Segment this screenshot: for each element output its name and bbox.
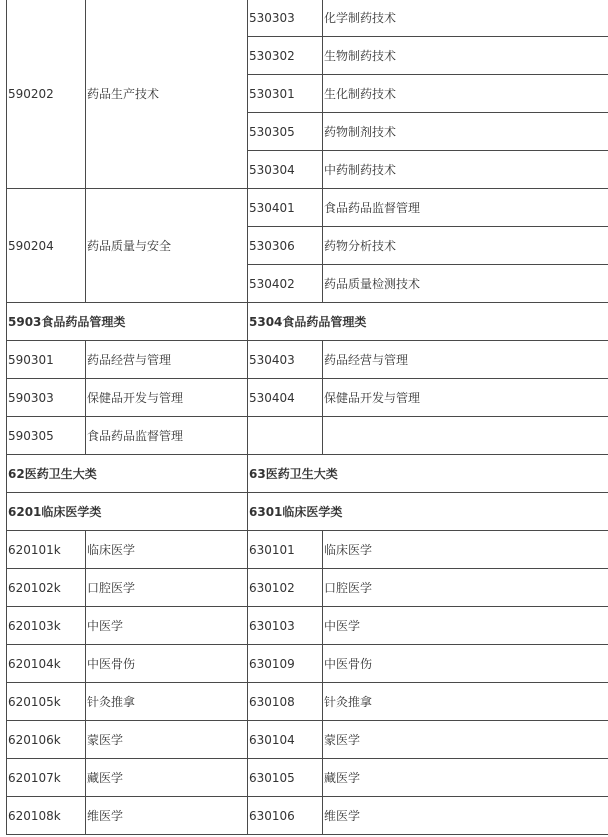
old-category-title: 62医药卫生大类 (7, 455, 248, 493)
section-header-row (7, 493, 608, 531)
new-major-code: 530303 (248, 0, 323, 37)
new-major-name (323, 417, 608, 455)
new-major-code: 530305 (248, 113, 323, 151)
old-section-title: 6201临床医学类 (7, 493, 248, 531)
new-major-code: 630105 (248, 759, 323, 797)
table-row (7, 569, 608, 607)
new-major-name: 药物分析技术 (323, 227, 608, 265)
old-major-name: 保健品开发与管理 (86, 379, 248, 417)
table-row (7, 531, 608, 569)
new-major-name: 临床医学 (323, 531, 608, 569)
section-header-row (7, 303, 608, 341)
old-major-code: 620102k (7, 569, 86, 607)
new-major-code: 630101 (248, 531, 323, 569)
new-major-name: 中医骨伤 (323, 645, 608, 683)
old-major-name: 维医学 (86, 797, 248, 835)
table-row (7, 379, 608, 417)
table-row (7, 607, 608, 645)
old-major-name: 口腔医学 (86, 569, 248, 607)
old-major-code: 620103k (7, 607, 86, 645)
new-major-code: 530304 (248, 151, 323, 189)
old-major-name: 药品质量与安全 (86, 189, 248, 303)
new-major-code: 530302 (248, 37, 323, 75)
new-section-title: 5304食品药品管理类 (248, 303, 608, 341)
new-major-name: 药品质量检测技术 (323, 265, 608, 303)
new-major-name: 藏医学 (323, 759, 608, 797)
table-row (7, 417, 608, 455)
table-row (7, 721, 608, 759)
category-header-row (7, 455, 608, 493)
old-major-name: 针灸推拿 (86, 683, 248, 721)
table-row (7, 759, 608, 797)
new-major-name: 生化制药技术 (323, 75, 608, 113)
old-major-code: 620101k (7, 531, 86, 569)
new-section-title: 6301临床医学类 (248, 493, 608, 531)
new-major-code: 530306 (248, 227, 323, 265)
old-major-code: 620108k (7, 797, 86, 835)
new-major-code: 530403 (248, 341, 323, 379)
table-row (7, 797, 608, 835)
old-major-name: 蒙医学 (86, 721, 248, 759)
old-major-name: 临床医学 (86, 531, 248, 569)
new-major-code: 530402 (248, 265, 323, 303)
new-major-code: 630106 (248, 797, 323, 835)
table-row (7, 0, 608, 37)
new-major-name: 生物制药技术 (323, 37, 608, 75)
table-row (7, 683, 608, 721)
old-major-name: 藏医学 (86, 759, 248, 797)
old-major-name: 药品经营与管理 (86, 341, 248, 379)
old-major-code: 620107k (7, 759, 86, 797)
old-major-code: 620105k (7, 683, 86, 721)
new-major-name: 药物制剂技术 (323, 113, 608, 151)
new-major-name: 维医学 (323, 797, 608, 835)
old-major-code: 590303 (7, 379, 86, 417)
new-major-name: 中药制药技术 (323, 151, 608, 189)
old-major-code: 590301 (7, 341, 86, 379)
old-section-title: 5903食品药品管理类 (7, 303, 248, 341)
new-major-code: 630104 (248, 721, 323, 759)
new-major-name: 针灸推拿 (323, 683, 608, 721)
new-major-code: 630102 (248, 569, 323, 607)
new-major-code: 530401 (248, 189, 323, 227)
new-major-name: 中医学 (323, 607, 608, 645)
table-row (7, 341, 608, 379)
table-row (7, 189, 608, 227)
new-major-name: 保健品开发与管理 (323, 379, 608, 417)
major-mapping-table (6, 0, 608, 835)
old-major-code: 620106k (7, 721, 86, 759)
old-major-name: 中医骨伤 (86, 645, 248, 683)
old-major-code: 590305 (7, 417, 86, 455)
old-major-code: 620104k (7, 645, 86, 683)
new-major-code: 630109 (248, 645, 323, 683)
new-major-code: 630108 (248, 683, 323, 721)
old-major-code: 590202 (7, 0, 86, 189)
new-category-title: 63医药卫生大类 (248, 455, 608, 493)
old-major-name: 食品药品监督管理 (86, 417, 248, 455)
old-major-code: 590204 (7, 189, 86, 303)
new-major-code (248, 417, 323, 455)
new-major-name: 化学制药技术 (323, 0, 608, 37)
old-major-name: 药品生产技术 (86, 0, 248, 189)
new-major-code: 630103 (248, 607, 323, 645)
table-row (7, 645, 608, 683)
new-major-name: 口腔医学 (323, 569, 608, 607)
new-major-name: 蒙医学 (323, 721, 608, 759)
new-major-code: 530301 (248, 75, 323, 113)
new-major-name: 药品经营与管理 (323, 341, 608, 379)
old-major-name: 中医学 (86, 607, 248, 645)
new-major-code: 530404 (248, 379, 323, 417)
new-major-name: 食品药品监督管理 (323, 189, 608, 227)
